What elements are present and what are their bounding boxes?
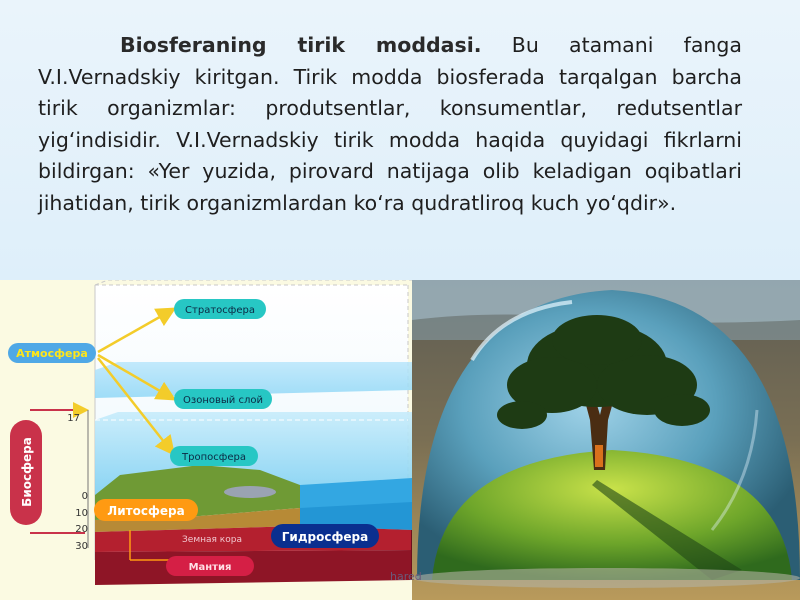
mantle-label: Мантия [188, 562, 232, 573]
paragraph-highlight: Biosferaning tirik moddasi. [120, 33, 482, 57]
main-paragraph [38, 30, 742, 219]
stratosphere-label: Стратосфера [185, 305, 255, 316]
lithosphere-label: Литосфера [107, 504, 185, 518]
scale-20: 20 [75, 524, 88, 535]
scale-0: 0 [81, 491, 88, 502]
paragraph-text: Bu atamani fanga V.I.Vernadskiy kiritgan. Tirik modda biosferada tarqalgan barcha tirik organizmlar: produtsentlar, konsumentlar, redutsentlar yig‘indisidir. V.I.Vernadskiy tirik modda haqida quyidagi fikrlarni bildirgan: «Yer yuzida, pirovard natijaga olib keladigan oqibatlari jihatidan, tirik organizmlardan ko‘ra qudratliroq kuch yo‘qdir». [38, 33, 742, 215]
shared-watermark-text: hared [390, 570, 422, 583]
biosphere-label: Биосфера [20, 437, 34, 507]
tree-glass-dome-image [412, 280, 800, 600]
scale-17: 17 [67, 413, 80, 424]
crust-label: Земная кора [182, 535, 242, 545]
earth-spheres-diagram [0, 280, 412, 600]
ozone-label: Озоновый слой [183, 395, 263, 406]
scale-30: 30 [75, 541, 88, 552]
hydrosphere-label: Гидросфера [281, 530, 369, 544]
troposphere-label: Тропосфера [182, 452, 246, 463]
scale-10: 10 [75, 508, 88, 519]
atmosphere-label: Атмосфера [16, 347, 88, 360]
